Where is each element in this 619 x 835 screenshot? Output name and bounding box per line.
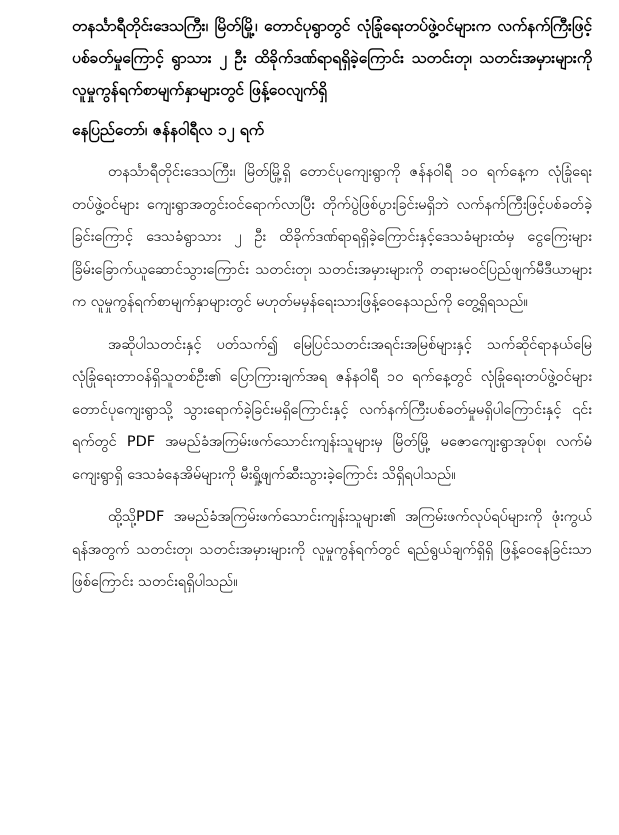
article-paragraph-1: တနင်္သာရီတိုင်းဒေသကြီး၊ မြိတ်မြို့ရှိ တောင်ပုကျေးရွာကို ဇန်နဝါရီ ၁၀ ရက်နေ့က လုံခြုံရေးတပ်ဖွဲ့ဝင်များ ကျေးရွာအတွင်းဝင်ရောက်လာပြီး တိုက်ပွဲဖြစ်ပွားခြင်းမရှိဘဲ လက်နက်ကြီးဖြင့်ပစ်ခတ်ခဲ့ခြင်းကြောင့် ဒေသခံရွာသား ၂ ဦး ထိခိုက်ဒဏ်ရာရရှိခဲ့ကြောင်းနှင့်ဒေသခံများထံမှ ငွေကြေးများ ခြိမ်းခြောက်ယူဆောင်သွားကြောင်း သတင်းတု၊ သတင်းအမှားများကို တရားမဝင်ပြည်ဖျက်မီဒီယာများက လူမှုကွန်ရက်စာမျက်နှာများတွင် မဟုတ်မမှန်ရေးသားဖြန့်ဝေနေသည်ကို တွေ့ရှိရသည်။ <box>72 164 592 310</box>
article-paragraph-3: ထို့သို့PDF အမည်ခံအကြမ်းဖက်သောင်းကျန်းသူများ၏ အကြမ်းဖက်လုပ်ရပ်များကို ဖုံးကွယ်ရန်အတွက် သတင်းတု၊ သတင်းအမှားများကို လူမှုကွန်ရက်တွင် ရည်ရွယ်ချက်ရှိရှိ ဖြန့်ဝေနေခြင်းသာဖြစ်ကြောင်း သတင်းရရှိပါသည်။ <box>72 509 592 590</box>
article-paragraph-2: အဆိုပါသတင်းနှင့် ပတ်သက်၍ မြေပြင်သတင်းအရင်းအမြစ်များနှင့် သက်ဆိုင်ရာနယ်မြေလုံခြုံရေးတာဝန်ရှိသူတစ်ဦး၏ ပြောကြားချက်အရ ဇန်နဝါရီ ၁၀ ရက်နေ့တွင် လုံခြုံရေးတပ်ဖွဲ့ဝင်များ တောင်ပုကျေးရွာသို့ သွားရောက်ခဲ့ခြင်းမရှိကြောင်းနှင့် လက်နက်ကြီးပစ်ခတ်မှုမရှိပါကြောင်းနှင့် ၎င်းရက်တွင် PDF အမည်ခံအကြမ်းဖက်သောင်းကျန်းသူများမှ မြိတ်မြို့ မဇောကျေးရွာအုပ်စု၊ လက်မံကျေးရွာရှိ ဒေသခံနေအိမ်များကို မီးရှို့ဖျက်ဆီးသွားခဲ့ကြောင်း သိရှိရပါသည်။ <box>72 336 592 483</box>
article-headline: တနင်္သာရီတိုင်းဒေသကြီး၊ မြိတ်မြို့၊ တောင်ပုရွာတွင် လုံခြုံရေးတပ်ဖွဲ့ဝင်များက လက်နက်ကြီးဖြင့် ပစ်ခတ်မှုကြောင့် ရွာသား ၂ ဦး ထိခိုက်ဒဏ်ရာရရှိခဲ့ကြောင်း သတင်းတု၊ သတင်းအမှားများကို လူမှုကွန်ရက်စာမျက်နှာများတွင် ဖြန့်ဝေလျက်ရှိ <box>72 17 592 99</box>
news-document <box>72 10 592 609</box>
article-dateline: နေပြည်တော်၊ ဇန်နဝါရီလ ၁၂ ရက် <box>72 121 264 139</box>
